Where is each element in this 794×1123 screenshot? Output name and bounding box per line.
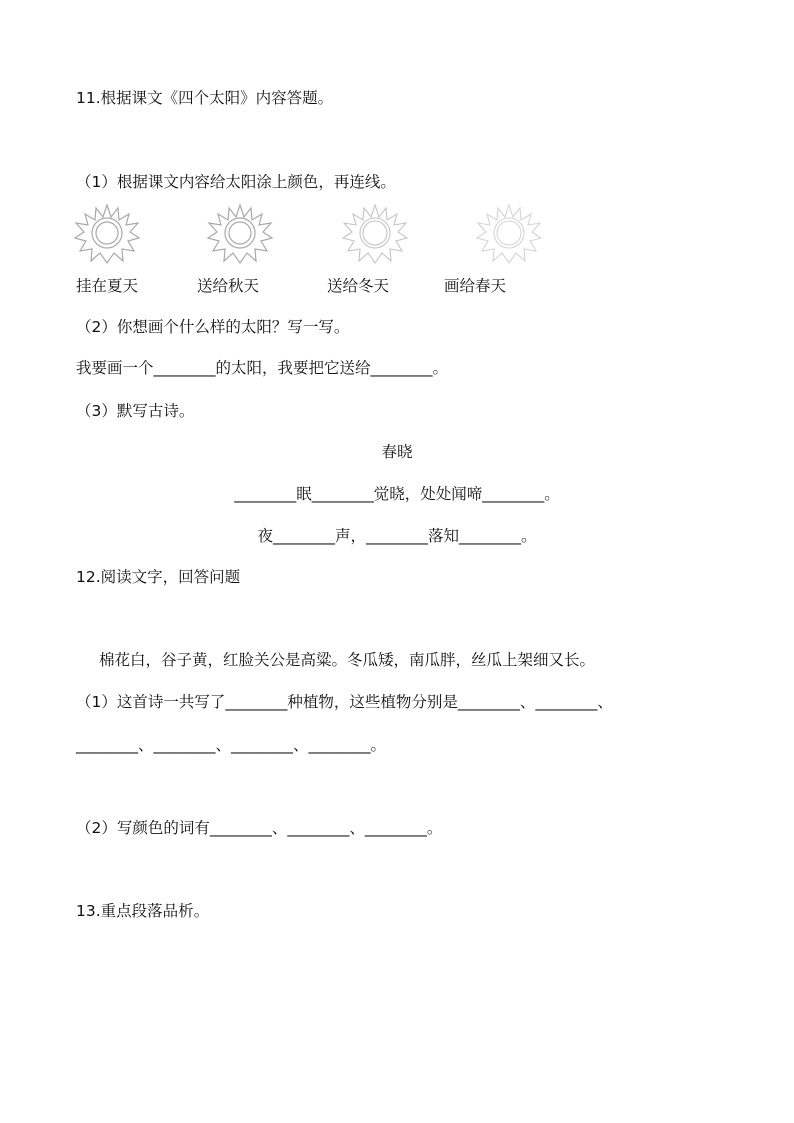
poem-title: 春晓	[381, 443, 413, 461]
sun-icon	[72, 201, 142, 265]
q11-title: 11.根据课文《四个太阳》内容答题。	[76, 89, 334, 107]
label-spring: 画给春天	[444, 277, 507, 295]
sun-icon	[205, 201, 275, 265]
q11-sub1-instruction: （1）根据课文内容给太阳涂上颜色，再连线。	[76, 173, 396, 191]
label-summer: 挂在夏天	[76, 277, 139, 295]
q12-sub1-line-1: （1）这首诗一共写了________种植物，这些植物分别是________、________、	[76, 693, 613, 711]
q12-sub1-line-2: ________、________、________、________。	[76, 736, 387, 754]
label-winter: 送给冬天	[327, 277, 390, 295]
poem-line-1: ________眠________觉晓，处处闻啼________。	[234, 485, 560, 503]
q12-title: 12.阅读文字，回答问题	[76, 568, 241, 586]
q12-passage: 棉花白，谷子黄，红脸关公是高粱。冬瓜矮，南瓜胖，丝瓜上架细又长。	[99, 651, 596, 669]
q13-title: 13.重点段落品析。	[76, 902, 210, 920]
sun-icon	[340, 201, 410, 265]
q11-sub2-instruction: （2）你想画个什么样的太阳？写一写。	[76, 318, 350, 336]
label-autumn: 送给秋天	[197, 277, 260, 295]
q11-sub2-fill-line: 我要画一个________的太阳，我要把它送给________。	[76, 359, 449, 377]
poem-line-2: 夜________声，________落知________。	[257, 527, 537, 545]
q11-sub3-instruction: （3）默写古诗。	[76, 402, 195, 420]
sun-icon	[474, 201, 544, 265]
q12-sub2: （2）写颜色的词有________、________、________。	[76, 819, 443, 837]
